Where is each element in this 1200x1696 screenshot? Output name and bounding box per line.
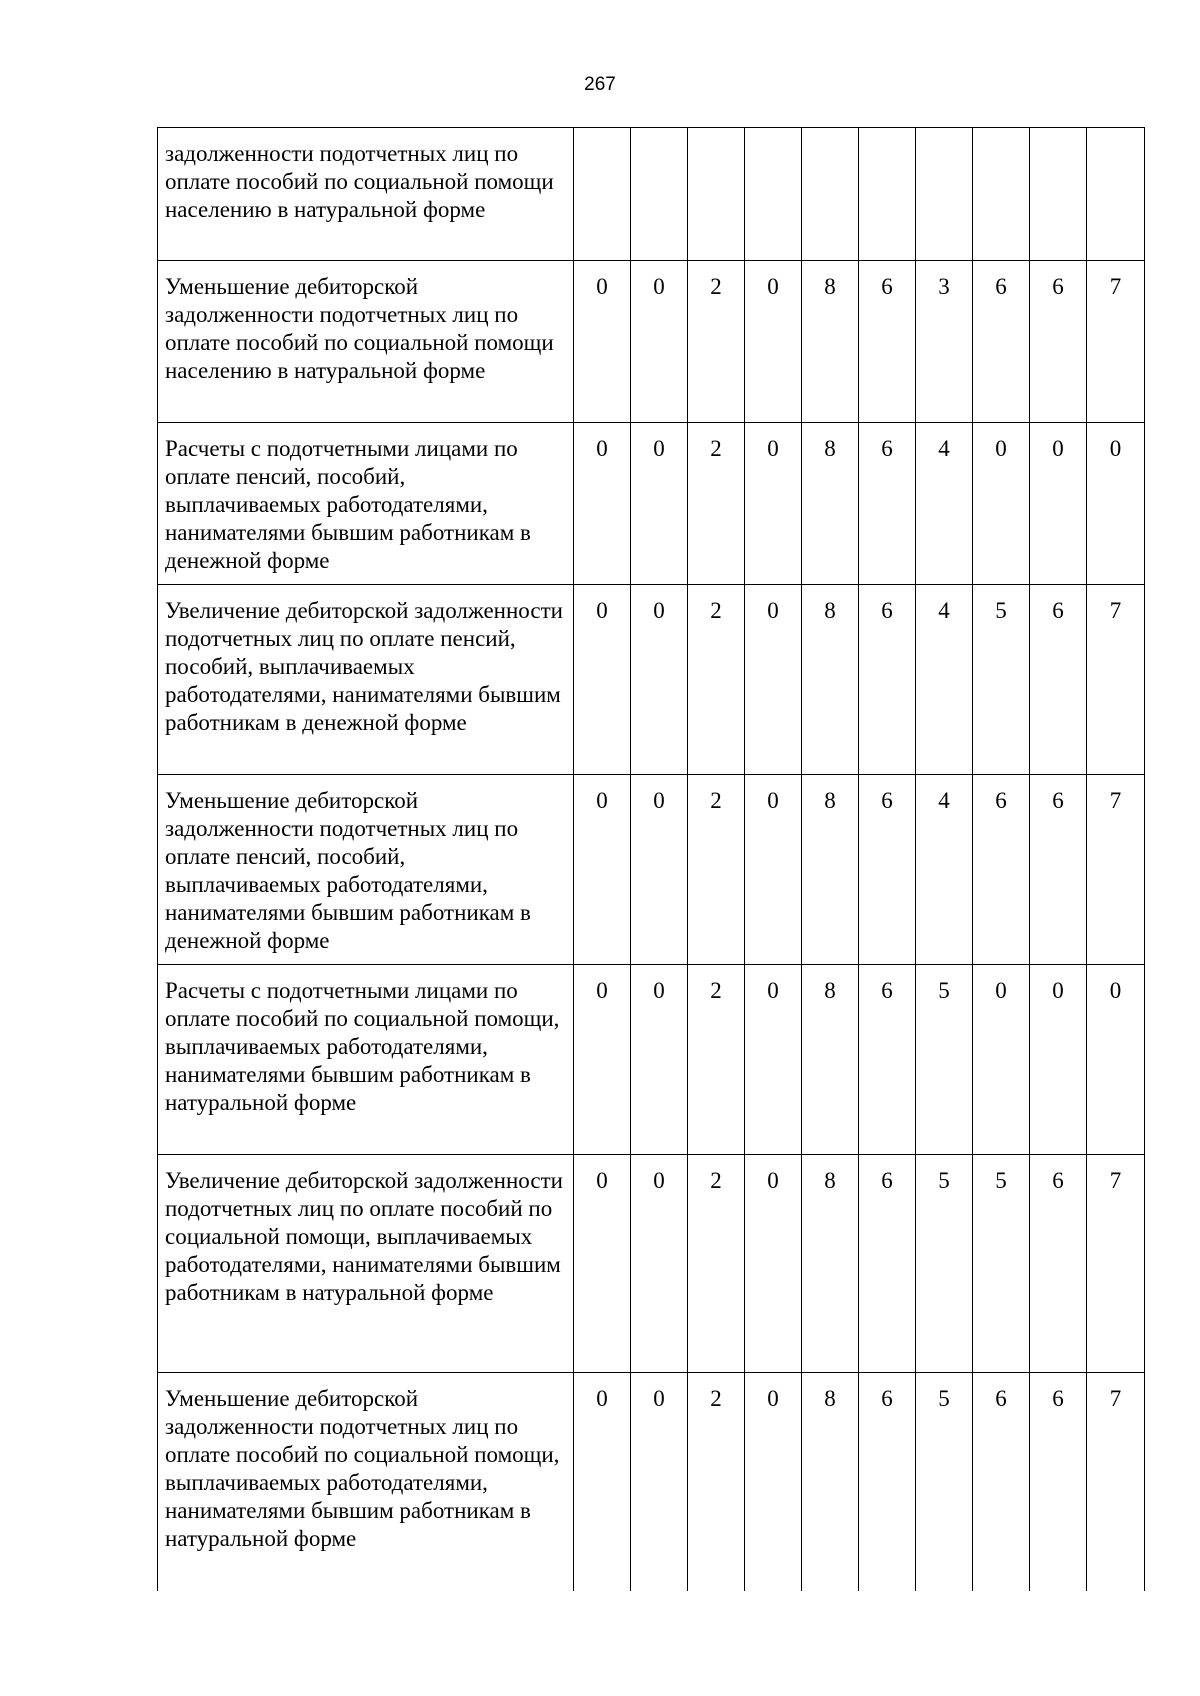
code-digit: 8 xyxy=(802,423,859,585)
code-digit: 0 xyxy=(631,1155,688,1373)
code-digit: 6 xyxy=(859,585,916,775)
row-description: Увеличение дебиторской задолженности подотчетных лиц по оплате пенсий, пособий, выплачиваемых работодателями, нанимателями бывшим работникам в денежной форме xyxy=(158,585,574,775)
code-digit: 5 xyxy=(916,1373,973,1591)
table-row xyxy=(158,965,1145,1155)
table-row xyxy=(158,585,1145,775)
code-digit xyxy=(745,128,802,261)
code-digit: 0 xyxy=(631,261,688,423)
code-digit: 6 xyxy=(1030,261,1087,423)
code-digit: 8 xyxy=(802,1373,859,1591)
code-digit: 6 xyxy=(859,965,916,1155)
code-digit: 0 xyxy=(631,585,688,775)
code-digit: 5 xyxy=(973,585,1030,775)
account-codes-table xyxy=(157,127,1145,1591)
code-digit: 0 xyxy=(745,261,802,423)
code-digit: 2 xyxy=(688,423,745,585)
row-description: задолженности подотчетных лиц по оплате пособий по социальной помощи населению в натуральной форме xyxy=(158,128,574,261)
code-digit: 0 xyxy=(574,1373,631,1591)
code-digit: 6 xyxy=(859,1373,916,1591)
code-digit: 0 xyxy=(745,423,802,585)
code-digit: 0 xyxy=(631,775,688,965)
code-digit: 0 xyxy=(574,965,631,1155)
code-digit: 2 xyxy=(688,585,745,775)
code-digit xyxy=(859,128,916,261)
code-digit: 0 xyxy=(973,423,1030,585)
row-description: Уменьшение дебиторской задолженности подотчетных лиц по оплате пособий по социальной помощи населению в натуральной форме xyxy=(158,261,574,423)
code-digit xyxy=(631,128,688,261)
code-digit: 0 xyxy=(745,1155,802,1373)
code-digit: 6 xyxy=(973,1373,1030,1591)
code-digit: 5 xyxy=(916,965,973,1155)
code-digit: 0 xyxy=(745,965,802,1155)
code-digit xyxy=(916,128,973,261)
code-digit: 7 xyxy=(1087,261,1145,423)
code-digit xyxy=(973,128,1030,261)
table-row xyxy=(158,423,1145,585)
code-digit: 0 xyxy=(745,1373,802,1591)
code-digit xyxy=(1030,128,1087,261)
code-digit xyxy=(1087,128,1145,261)
code-digit: 6 xyxy=(1030,1373,1087,1591)
code-digit: 5 xyxy=(916,1155,973,1373)
code-digit: 0 xyxy=(631,965,688,1155)
code-digit: 0 xyxy=(574,423,631,585)
code-digit: 6 xyxy=(859,423,916,585)
row-description: Увеличение дебиторской задолженности подотчетных лиц по оплате пособий по социальной помощи, выплачиваемых работодателями, нанимателями бывшим работникам в натуральной форме xyxy=(158,1155,574,1373)
code-digit: 6 xyxy=(973,261,1030,423)
code-digit: 6 xyxy=(1030,775,1087,965)
code-digit: 0 xyxy=(574,261,631,423)
code-digit: 0 xyxy=(973,965,1030,1155)
code-digit: 8 xyxy=(802,585,859,775)
code-digit: 6 xyxy=(859,775,916,965)
code-digit: 0 xyxy=(1087,423,1145,585)
code-digit: 2 xyxy=(688,1373,745,1591)
code-digit: 0 xyxy=(745,585,802,775)
code-digit: 0 xyxy=(1030,965,1087,1155)
code-digit: 4 xyxy=(916,423,973,585)
code-digit: 6 xyxy=(859,261,916,423)
code-digit: 4 xyxy=(916,775,973,965)
code-digit: 0 xyxy=(574,775,631,965)
code-digit xyxy=(574,128,631,261)
code-digit: 0 xyxy=(574,1155,631,1373)
code-digit: 4 xyxy=(916,585,973,775)
code-digit: 6 xyxy=(973,775,1030,965)
code-digit: 7 xyxy=(1087,1373,1145,1591)
code-digit: 7 xyxy=(1087,1155,1145,1373)
row-description: Уменьшение дебиторской задолженности подотчетных лиц по оплате пенсий, пособий, выплачиваемых работодателями, нанимателями бывшим работникам в денежной форме xyxy=(158,775,574,965)
code-digit: 3 xyxy=(916,261,973,423)
code-digit: 0 xyxy=(745,775,802,965)
code-digit: 0 xyxy=(631,423,688,585)
code-digit: 7 xyxy=(1087,775,1145,965)
table-row xyxy=(158,128,1145,261)
code-digit: 5 xyxy=(973,1155,1030,1373)
table-row xyxy=(158,775,1145,965)
code-digit: 0 xyxy=(1087,965,1145,1155)
table-row xyxy=(158,1373,1145,1591)
code-digit: 2 xyxy=(688,1155,745,1373)
code-digit: 0 xyxy=(574,585,631,775)
table-row xyxy=(158,261,1145,423)
code-digit: 8 xyxy=(802,965,859,1155)
code-digit xyxy=(688,128,745,261)
code-digit: 2 xyxy=(688,965,745,1155)
code-digit: 2 xyxy=(688,775,745,965)
page-number: 267 xyxy=(584,74,616,95)
code-digit: 2 xyxy=(688,261,745,423)
code-digit: 6 xyxy=(1030,585,1087,775)
code-digit: 8 xyxy=(802,775,859,965)
row-description: Расчеты с подотчетными лицами по оплате пособий по социальной помощи, выплачиваемых работодателями, нанимателями бывшим работникам в натуральной форме xyxy=(158,965,574,1155)
row-description: Расчеты с подотчетными лицами по оплате пенсий, пособий, выплачиваемых работодателями, нанимателями бывшим работникам в денежной форме xyxy=(158,423,574,585)
code-digit: 6 xyxy=(1030,1155,1087,1373)
row-description: Уменьшение дебиторской задолженности подотчетных лиц по оплате пособий по социальной помощи, выплачиваемых работодателями, нанимателями бывшим работникам в натуральной форме xyxy=(158,1373,574,1591)
code-digit: 8 xyxy=(802,1155,859,1373)
code-digit xyxy=(802,128,859,261)
code-digit: 0 xyxy=(631,1373,688,1591)
code-digit: 7 xyxy=(1087,585,1145,775)
code-digit: 8 xyxy=(802,261,859,423)
code-digit: 0 xyxy=(1030,423,1087,585)
code-digit: 6 xyxy=(859,1155,916,1373)
table-row xyxy=(158,1155,1145,1373)
